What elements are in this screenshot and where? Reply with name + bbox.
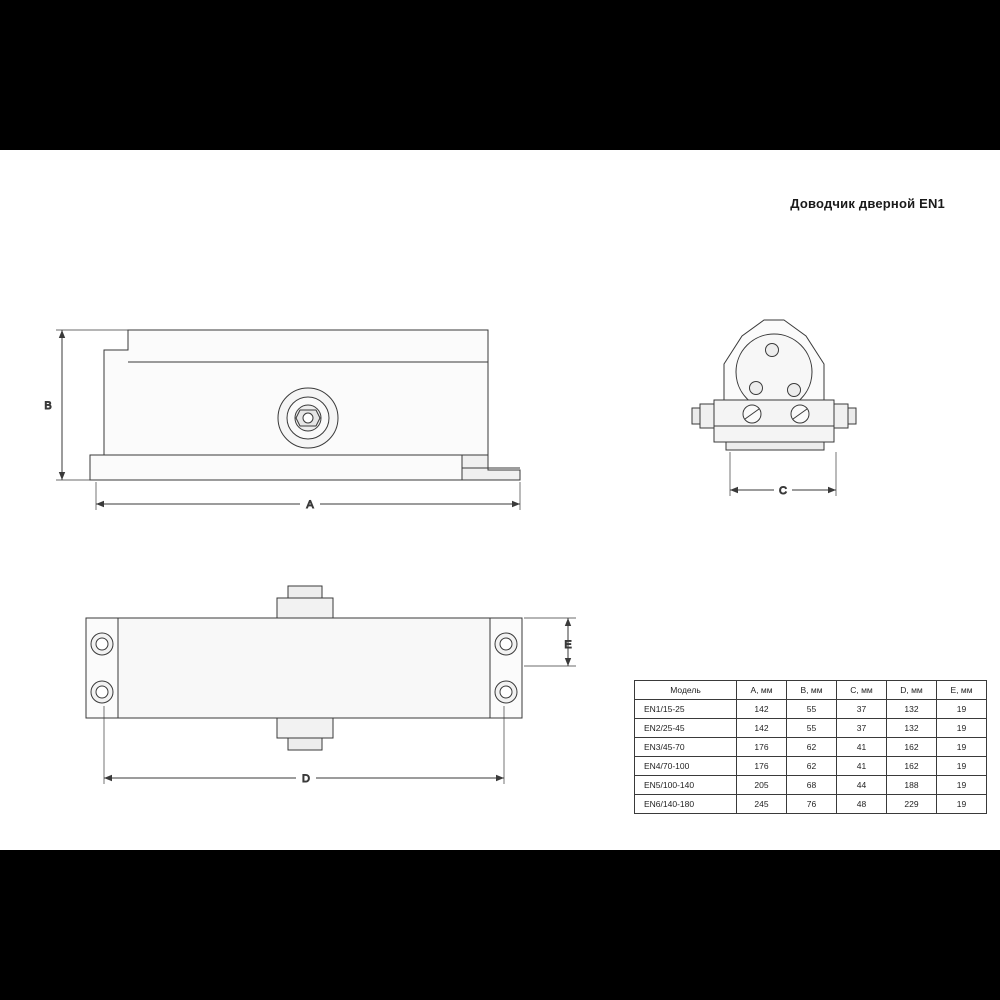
table-header-row (635, 681, 987, 700)
cell-model: EN3/45-70 (635, 738, 737, 757)
table-row (635, 776, 987, 795)
cell-e: 19 (937, 738, 987, 757)
dimension-label-d: D (302, 773, 310, 785)
cell-d: 188 (887, 776, 937, 795)
cell-d: 132 (887, 700, 937, 719)
cell-c: 37 (837, 700, 887, 719)
side-view-body (692, 320, 856, 450)
table-row (635, 757, 987, 776)
front-view-body (90, 330, 520, 480)
column-header-model: Модель (635, 681, 737, 700)
cell-model: EN1/15-25 (635, 700, 737, 719)
cell-b: 76 (787, 795, 837, 814)
cell-a: 176 (737, 738, 787, 757)
dimension-label-e: E (564, 639, 572, 651)
dimension-label-a: A (306, 499, 314, 511)
column-header-d: D, мм (887, 681, 937, 700)
cell-model: EN2/25-45 (635, 719, 737, 738)
column-header-b: B, мм (787, 681, 837, 700)
cell-a: 176 (737, 757, 787, 776)
cell-b: 68 (787, 776, 837, 795)
cell-e: 19 (937, 795, 987, 814)
cell-c: 37 (837, 719, 887, 738)
cell-b: 55 (787, 719, 837, 738)
cell-c: 44 (837, 776, 887, 795)
cell-c: 48 (837, 795, 887, 814)
cell-b: 55 (787, 700, 837, 719)
cell-model: EN6/140-180 (635, 795, 737, 814)
table-row (635, 795, 987, 814)
cell-a: 142 (737, 700, 787, 719)
drawing-sheet (0, 150, 1000, 850)
specifications-table (634, 680, 987, 814)
cell-e: 19 (937, 700, 987, 719)
cell-a: 245 (737, 795, 787, 814)
cell-b: 62 (787, 757, 837, 776)
column-header-a: A, мм (737, 681, 787, 700)
dimension-label-b: B (44, 400, 52, 412)
cell-a: 142 (737, 719, 787, 738)
cell-e: 19 (937, 776, 987, 795)
cell-e: 19 (937, 757, 987, 776)
page-title: Доводчик дверной EN1 (790, 196, 945, 211)
cell-model: EN4/70-100 (635, 757, 737, 776)
column-header-e: E, мм (937, 681, 987, 700)
cell-e: 19 (937, 719, 987, 738)
cell-d: 162 (887, 757, 937, 776)
cell-d: 229 (887, 795, 937, 814)
cell-a: 205 (737, 776, 787, 795)
column-header-c: C, мм (837, 681, 887, 700)
table-row (635, 719, 987, 738)
dimension-label-c: C (779, 485, 787, 497)
top-view-body (86, 586, 522, 750)
cell-model: EN5/100-140 (635, 776, 737, 795)
cell-d: 132 (887, 719, 937, 738)
table-row (635, 738, 987, 757)
cell-d: 162 (887, 738, 937, 757)
cell-b: 62 (787, 738, 837, 757)
cell-c: 41 (837, 738, 887, 757)
table-row (635, 700, 987, 719)
cell-c: 41 (837, 757, 887, 776)
